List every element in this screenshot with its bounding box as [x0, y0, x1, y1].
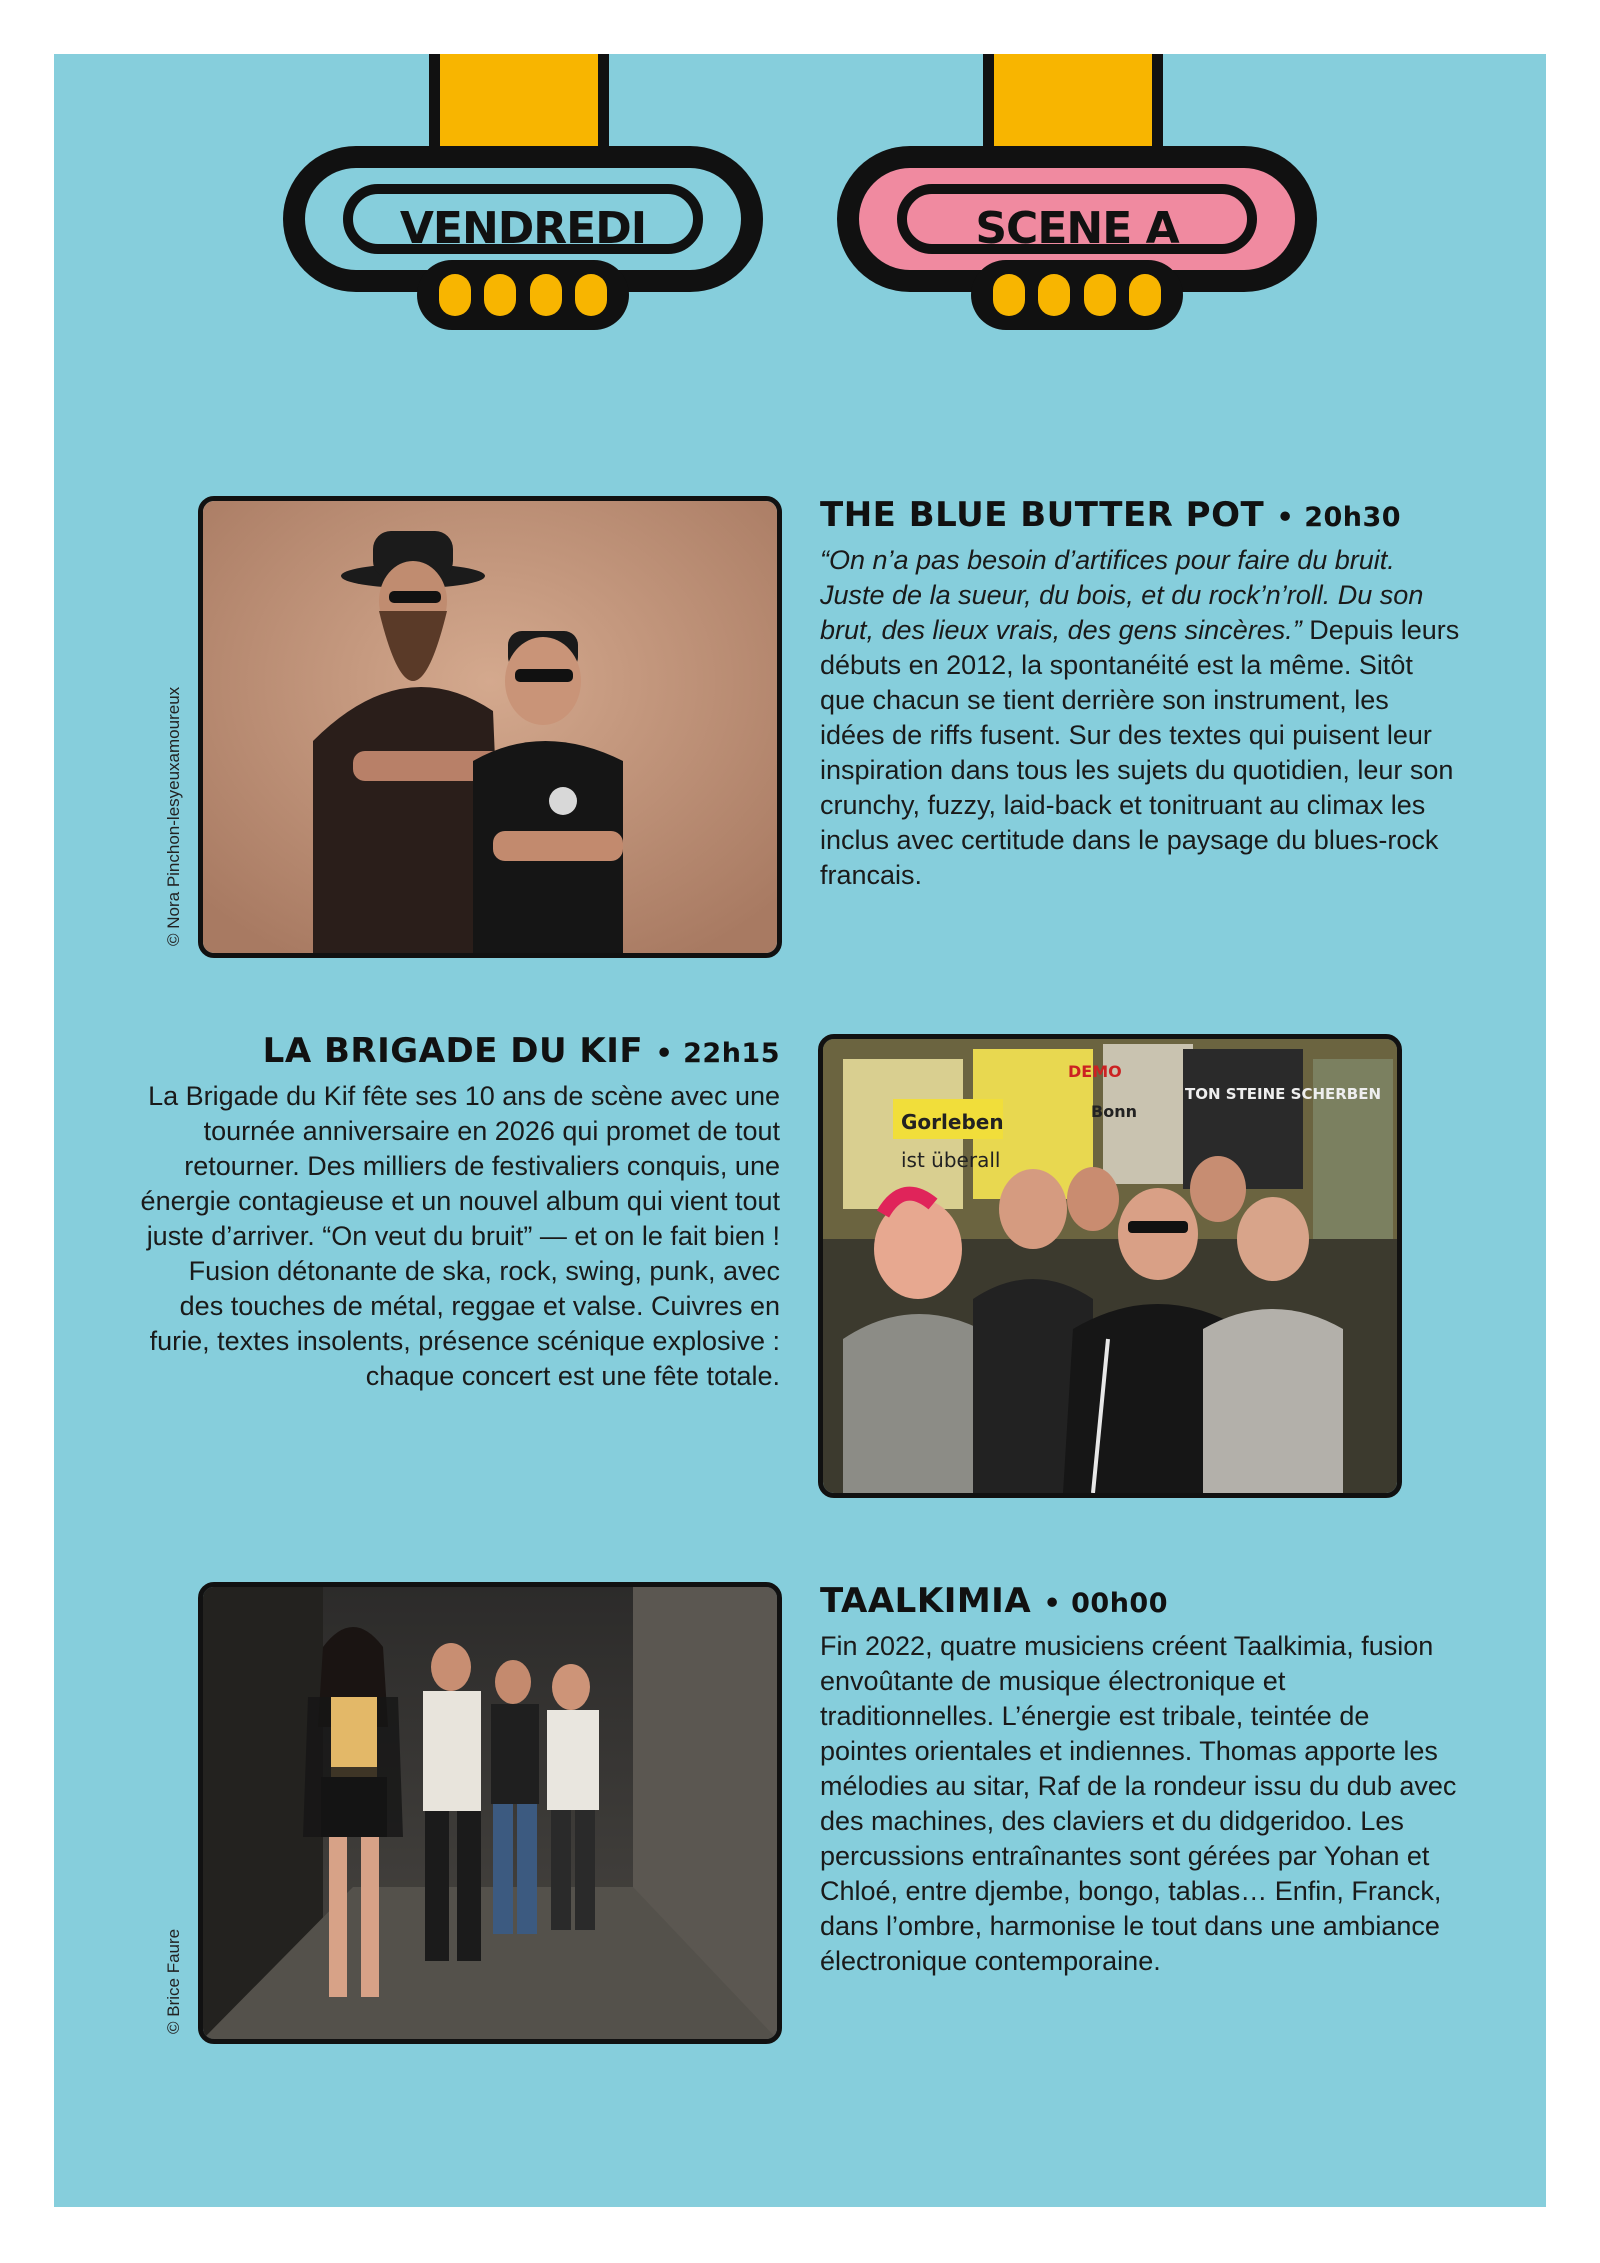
- band-title: [820, 496, 1460, 537]
- band-quote: “On n’a pas besoin d’artifices pour faire du bruit. Juste de la sueur, du bois, et du rock’n’roll. Du son brut, des lieux vrais, des gens sincères.”: [820, 545, 1424, 645]
- poster-ton-steine-scherben: TON STEINE SCHERBEN: [1185, 1085, 1382, 1103]
- stage-label: SCENE A: [897, 184, 1257, 254]
- badge-bolts: [971, 260, 1183, 330]
- band-description: La Brigade du Kif fête ses 10 ans de scène avec une tournée anniversaire en 2026 qui promet de tout retourner. Des milliers de festivaliers conquis, une énergie contagieuse et un nouvel album qui vient tout juste d’arriver. “On veut du bruit” — et on le fait bien ! Fusion détonante de ska, rock, swing, punk, avec des touches de métal, reggae et valse. Cuivres en furie, textes insolents, présence scénique explosive : chaque concert est une fête totale.: [140, 1081, 780, 1391]
- photo-credit: © Brice Faure: [164, 1928, 183, 2034]
- poster-ist-uberall: ist überall: [901, 1148, 1001, 1172]
- band-description: [820, 543, 1460, 893]
- band-title: [820, 1582, 1460, 1623]
- poster-gorleben: Gorleben: [901, 1110, 1004, 1134]
- blue-butter-pot-photo: [198, 496, 782, 958]
- band-name: LA BRIGADE DU KIF: [262, 1031, 644, 1071]
- band-description: Fin 2022, quatre musiciens créent Taalkimia, fusion envoûtante de musique électronique et traditionnelles. L’énergie est tribale, teintée de pointes orientales et indiennes. Thomas apporte les mélodies au sitar, Raf de la rondeur issu du dub avec des machines, des claviers et du didgeridoo. Les percussions entraînantes sont gérées par Yohan et Chloé, entre djembe, bongo, tablas… Enfin, Franck, dans l’ombre, harmonise le tout dans une ambiance électronique contemporaine.: [820, 1631, 1457, 1976]
- band-name: THE BLUE BUTTER POT: [820, 495, 1265, 535]
- band-taalkimia: [820, 1582, 1460, 1979]
- la-brigade-du-kif-photo: [818, 1034, 1402, 1498]
- taalkimia-photo: [198, 1582, 782, 2044]
- band-time: • 22h15: [655, 1038, 780, 1069]
- band-name: TAALKIMIA: [820, 1581, 1032, 1621]
- band-la-brigade-du-kif: [140, 1032, 780, 1394]
- poster-bonn: Bonn: [1091, 1102, 1137, 1121]
- band-description-text: Depuis leurs débuts en 2012, la spontanéité est la même. Sitôt que chacun se tient derrière son instrument, les idées de riffs fusent. Sur des textes qui puisent leur inspiration dans tous les sujets du quotidien, leur son crunchy, fuzzy, laid-back et tonitruant au climax les inclus avec certitude dans le paysage du blues-rock francais.: [820, 615, 1460, 890]
- photo-credit: © Nora Pinchon-lesyeuxamoureux: [164, 686, 183, 946]
- band-blue-butter-pot: [820, 496, 1460, 893]
- band-time: • 20h30: [1276, 502, 1402, 533]
- stage-badge: [837, 54, 1317, 330]
- poster-demo: DEMO: [1068, 1062, 1122, 1081]
- band-time: • 00h00: [1043, 1588, 1169, 1619]
- badge-bolts: [417, 260, 629, 330]
- band-title: [140, 1032, 780, 1073]
- day-label: VENDREDI: [343, 184, 703, 254]
- day-badge: [283, 54, 763, 330]
